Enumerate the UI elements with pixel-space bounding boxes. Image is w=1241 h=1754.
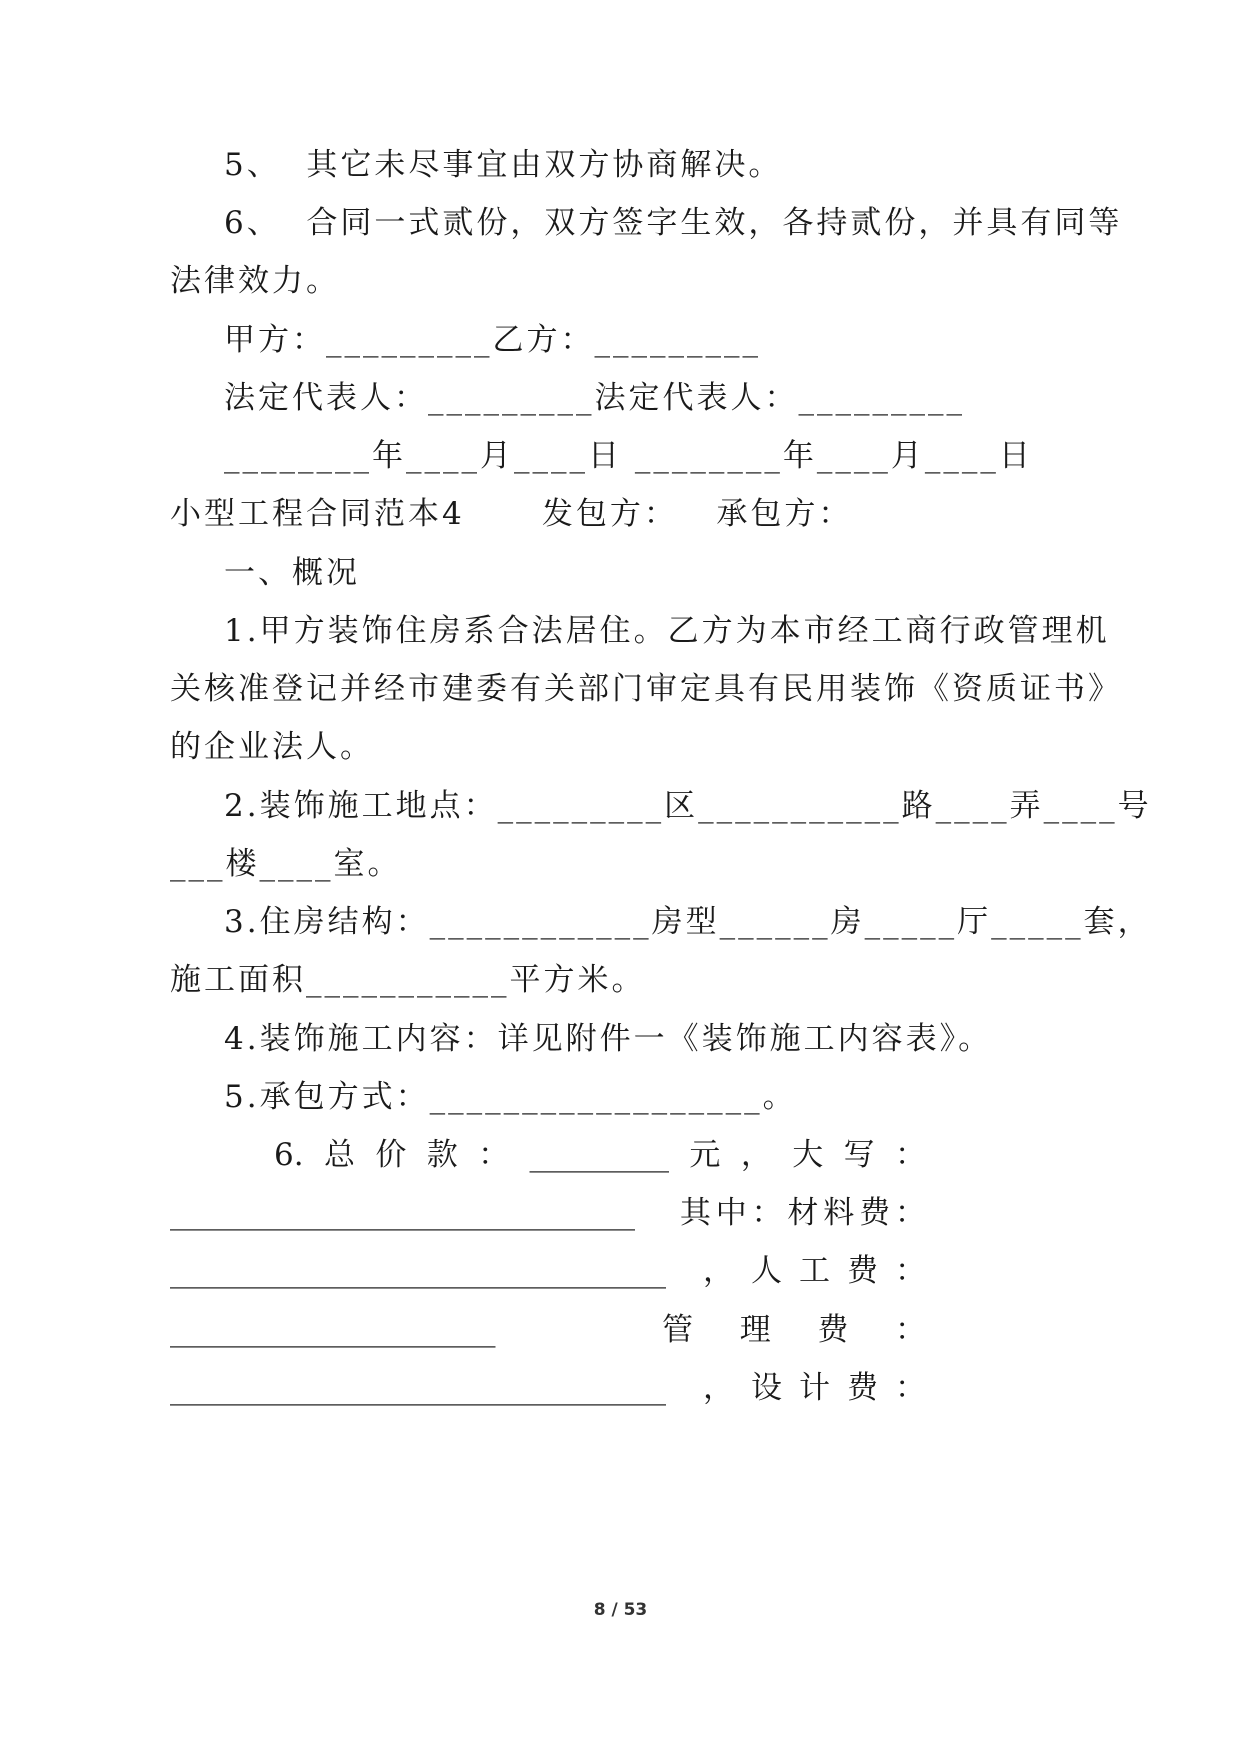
text-char: 理 xyxy=(739,1312,771,1348)
signature-representative-line: 法定代表人：_________法定代表人：_________ xyxy=(224,380,965,416)
text-char: 管 xyxy=(662,1312,694,1348)
text-char: ， xyxy=(740,1137,772,1173)
overview-item-2-line2: ___楼____室。 xyxy=(170,846,402,882)
blank-field: _________ xyxy=(529,1137,670,1173)
overview-item-1-line1: 1.甲方装饰住房系合法居住。乙方为本市经工商行政管理机 xyxy=(224,613,1110,649)
blank-field: _____________________ xyxy=(170,1312,496,1348)
overview-item-6-line5 xyxy=(170,1368,926,1408)
text-char: 计 xyxy=(799,1370,830,1406)
text-char: 费 xyxy=(847,1370,878,1406)
text-char: 设 xyxy=(751,1370,782,1406)
text-char: ： xyxy=(751,1195,783,1231)
overview-item-3-line1: 3.住房结构：____________房型______房_____厅_____套， xyxy=(224,904,1152,940)
blank-field: ________________________________ xyxy=(170,1370,666,1406)
signature-date-line: ________年____月____日 ________年____月____日 xyxy=(224,438,1033,474)
text-char: ： xyxy=(894,1137,926,1173)
text-char: 大 xyxy=(792,1137,824,1173)
overview-item-6-line4 xyxy=(170,1310,926,1350)
signature-party-line: 甲方：_________乙方：_________ xyxy=(224,322,761,358)
text-char: 其 xyxy=(679,1195,711,1231)
overview-item-3-line2: 施工面积___________平方米。 xyxy=(170,962,646,998)
clause-6-line1: 6、 合同一式贰份，双方签字生效，各持贰份，并具有同等 xyxy=(224,205,1123,241)
overview-item-6-line3 xyxy=(170,1251,926,1291)
text-char: ， xyxy=(703,1370,734,1406)
contract-title-4: 小型工程合同范本4 发包方： 承包方： xyxy=(170,496,853,532)
clause-6-line2: 法律效力。 xyxy=(170,263,340,299)
text-char: 款 xyxy=(426,1137,458,1173)
text-char: 费 xyxy=(859,1195,891,1231)
overview-item-6-line2 xyxy=(170,1193,926,1233)
clause-5: 5、 其它未尽事宜由双方协商解决。 xyxy=(224,147,783,183)
text-char: ： xyxy=(894,1195,926,1231)
overview-item-4: 4.装饰施工内容：详见附件一《装饰施工内容表》。 xyxy=(224,1021,993,1057)
text-char: 元 xyxy=(689,1137,721,1173)
text-char: 费 xyxy=(817,1312,849,1348)
overview-item-5: 5.承包方式：__________________。 xyxy=(224,1079,797,1115)
overview-item-6-line1 xyxy=(274,1135,926,1175)
overview-item-1-line2: 关核准登记并经市建委有关部门审定具有民用装饰《资质证书》 xyxy=(170,671,1122,707)
item-number: 6. xyxy=(274,1137,304,1173)
text-char: 工 xyxy=(799,1253,830,1289)
text-char: 费 xyxy=(847,1253,878,1289)
text-char: 写 xyxy=(843,1137,875,1173)
text-char: ： xyxy=(895,1370,926,1406)
blank-field: ______________________________ xyxy=(170,1195,635,1231)
overview-item-2-line1: 2.装饰施工地点：_________区___________路____弄____号 xyxy=(224,788,1152,824)
overview-item-1-line3: 的企业法人。 xyxy=(170,729,374,765)
text-char: ， xyxy=(703,1253,734,1289)
text-char: 中 xyxy=(715,1195,747,1231)
text-char: 价 xyxy=(375,1137,407,1173)
page-number: 8 / 53 xyxy=(593,1600,648,1620)
text-char: ： xyxy=(895,1312,926,1348)
text-char: ： xyxy=(895,1253,926,1289)
text-char: 人 xyxy=(751,1253,782,1289)
section-overview-heading: 一、概况 xyxy=(224,555,360,591)
text-char: 材 xyxy=(787,1195,819,1231)
text-char: 总 xyxy=(323,1137,355,1173)
text-char: 料 xyxy=(823,1195,855,1231)
blank-field: ________________________________ xyxy=(170,1253,666,1289)
text-char: ： xyxy=(478,1137,510,1173)
